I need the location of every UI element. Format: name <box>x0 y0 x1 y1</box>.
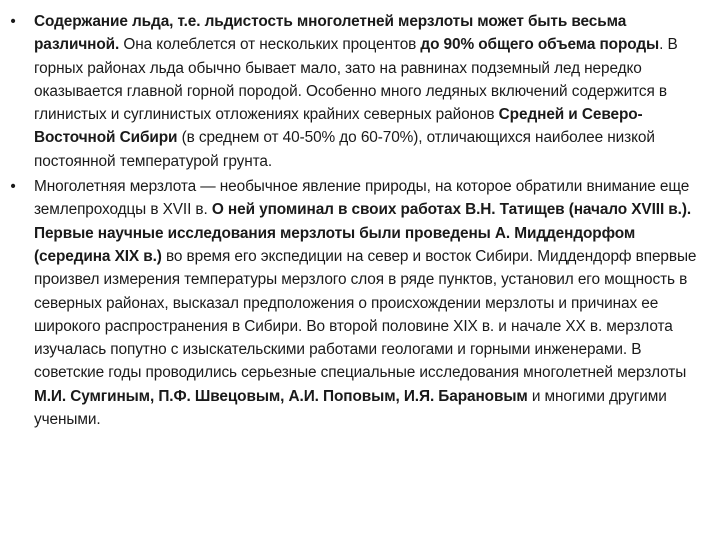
text-segment: Она колеблется от нескольких процентов <box>119 36 421 54</box>
text-segment: во время его экспедиции на север и восток Сибири. Миддендорф впервые произвел измерения температуры мерзлого слоя в ряде пунктов, установил его мощность в северных районах, высказал предположения о происхождении мерзлоты и причинах ее широкого распространения в Сибири. Во второй половине XIX в. и начале XX в. мерзлота изучалась попутно с изыскательскими работами геологами и горными инженерами. В советские годы проводились серьезные специальные исследования многолетней мерзлоты <box>34 247 697 382</box>
bullet-item-permafrost-history <box>0 175 712 431</box>
text-segment: Содержание льда, т.е. льдистость многолетней мерзлоты может быть весьма различной. <box>34 13 627 54</box>
text-segment: Средней и Северо-Восточной Сибири <box>34 106 643 147</box>
bullet-dot-icon: • <box>10 178 16 196</box>
text-segment: Многолетняя мерзлота — необычное явление природы, на которое обратили внимание еще землепроходцы в XVII в. <box>34 178 690 219</box>
text-segment: . В горных районах льда обычно бывает мало, зато на равнинах подземный лед нередко оказывается главной горной породой. Особенно много ледяных включений содержится в глинистых и суглинистых отложениях крайних северных районов <box>34 36 678 124</box>
text-segment: М.И. Сумгиным, П.Ф. Швецовым, А.И. Поповым, И.Я. Барановым <box>34 387 528 405</box>
text-segment: (в среднем от 40-50% до 60-70%), отличающихся наиболее низкой постоянной температурой грунта. <box>34 129 655 170</box>
bullet-dot-icon: • <box>10 13 16 30</box>
bullet-list <box>0 10 712 431</box>
text-segment: О ней упоминал в своих работах В.Н. Татищев (начало XVIII в.). Первые научные исследования мерзлоты были проведены А. Миддендорфом (середина XIX в.) <box>34 201 692 265</box>
text-segment: и многими другими учеными. <box>34 387 667 429</box>
text-segment: до 90% общего объема породы <box>420 36 660 54</box>
bullet-item-ice-content <box>0 10 712 173</box>
